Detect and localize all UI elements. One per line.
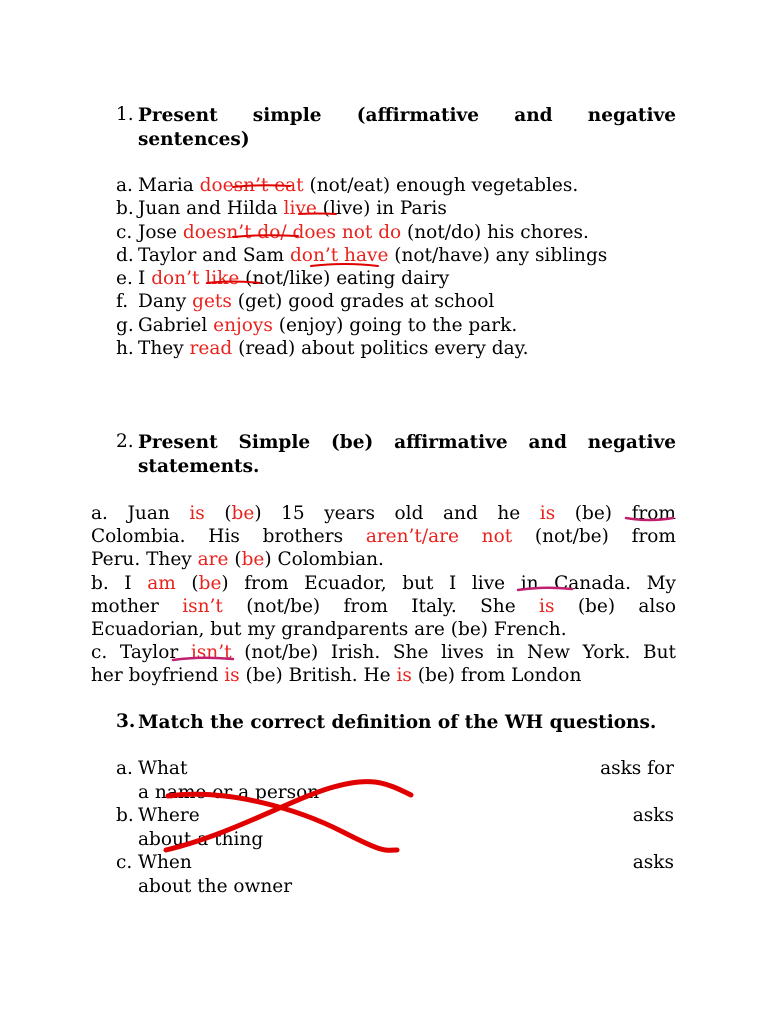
match-item-continuation: about the owner xyxy=(138,875,293,897)
paragraph-line: mother isn’t (not/be) from Italy. She is (be) also xyxy=(91,595,676,617)
exercise-item: c. Jose doesn’t do/ does not do (not/do) his chores. xyxy=(116,221,589,243)
section-title-line-2: statements. xyxy=(138,456,260,477)
exercise-item: a. Maria doesn’t eat (not/eat) enough vegetables. xyxy=(116,175,579,196)
answer: doesn’t do/ does not do xyxy=(182,221,402,243)
exercise-item: d. Taylor and Sam don’t have (not/have) any siblings xyxy=(116,244,608,266)
section-2-exercise-text xyxy=(91,502,676,688)
exercise-item: e. I don’t like (not/like) eating dairy xyxy=(116,268,450,290)
section-2-heading xyxy=(116,431,676,479)
section-title: Match the correct definition of the WH questions. xyxy=(138,712,657,733)
exercise-item: h. They read (read) about politics every day. xyxy=(116,338,529,360)
answer: don’t like xyxy=(151,268,246,290)
definition: asks xyxy=(632,852,674,873)
wh-word: Where xyxy=(138,805,200,826)
answer: live xyxy=(283,198,317,220)
definition: asks xyxy=(632,805,674,826)
match-item-continuation: about a thing xyxy=(138,828,264,850)
answer: doesn’t eat xyxy=(199,175,304,196)
section-1-exercise-list xyxy=(116,174,676,360)
paragraph-line: her boyfriend is (be) British. He is (be) from London xyxy=(91,665,582,687)
answer: enjoys xyxy=(213,314,273,336)
section-1-heading xyxy=(116,104,676,152)
definition: asks for xyxy=(600,758,674,779)
wh-word: When xyxy=(138,852,192,873)
section-number: 1. xyxy=(116,104,134,125)
section-title-line-1: Present simple (affirmative and negative xyxy=(138,105,676,126)
section-3-heading xyxy=(116,711,676,735)
paragraph-line: Colombia. His brothers aren’t/are not (not/be) from xyxy=(91,526,676,548)
match-item-continuation: a name or a person xyxy=(138,781,320,803)
answer: don’t have xyxy=(289,244,389,266)
exercise-item: g. Gabriel enjoys (enjoy) going to the park. xyxy=(116,314,518,336)
section-number: 3. xyxy=(116,711,136,732)
answer: gets xyxy=(192,291,232,313)
paragraph-line: c. Taylor isn’t (not/be) Irish. She lives in New York. But xyxy=(91,642,676,664)
paragraph-line: Ecuadorian, but my grandparents are (be) French. xyxy=(91,618,567,640)
exercise-item: f. Dany gets (get) good grades at school xyxy=(116,291,495,313)
paragraph-line: a. Juan is (be) 15 years old and he is (be) from xyxy=(91,503,676,524)
section-number: 2. xyxy=(116,431,134,452)
wh-word: What xyxy=(138,758,188,779)
match-item: b. Where asks xyxy=(116,805,674,826)
match-item: c. When asks xyxy=(116,852,674,873)
answer: read xyxy=(189,338,233,360)
section-3-match-list xyxy=(116,757,674,898)
section-title-line-1: Present Simple (be) affirmative and negative xyxy=(138,432,676,453)
paragraph-line: Peru. They are (be) Colombian. xyxy=(91,549,384,571)
paragraph-line: b. I am (be) from Ecuador, but I live in Canada. My xyxy=(91,572,676,594)
section-title-line-2: sentences) xyxy=(138,129,250,150)
match-item: a. What asks for xyxy=(116,758,674,779)
exercise-item: b. Juan and Hilda live (live) in Paris xyxy=(116,198,447,220)
